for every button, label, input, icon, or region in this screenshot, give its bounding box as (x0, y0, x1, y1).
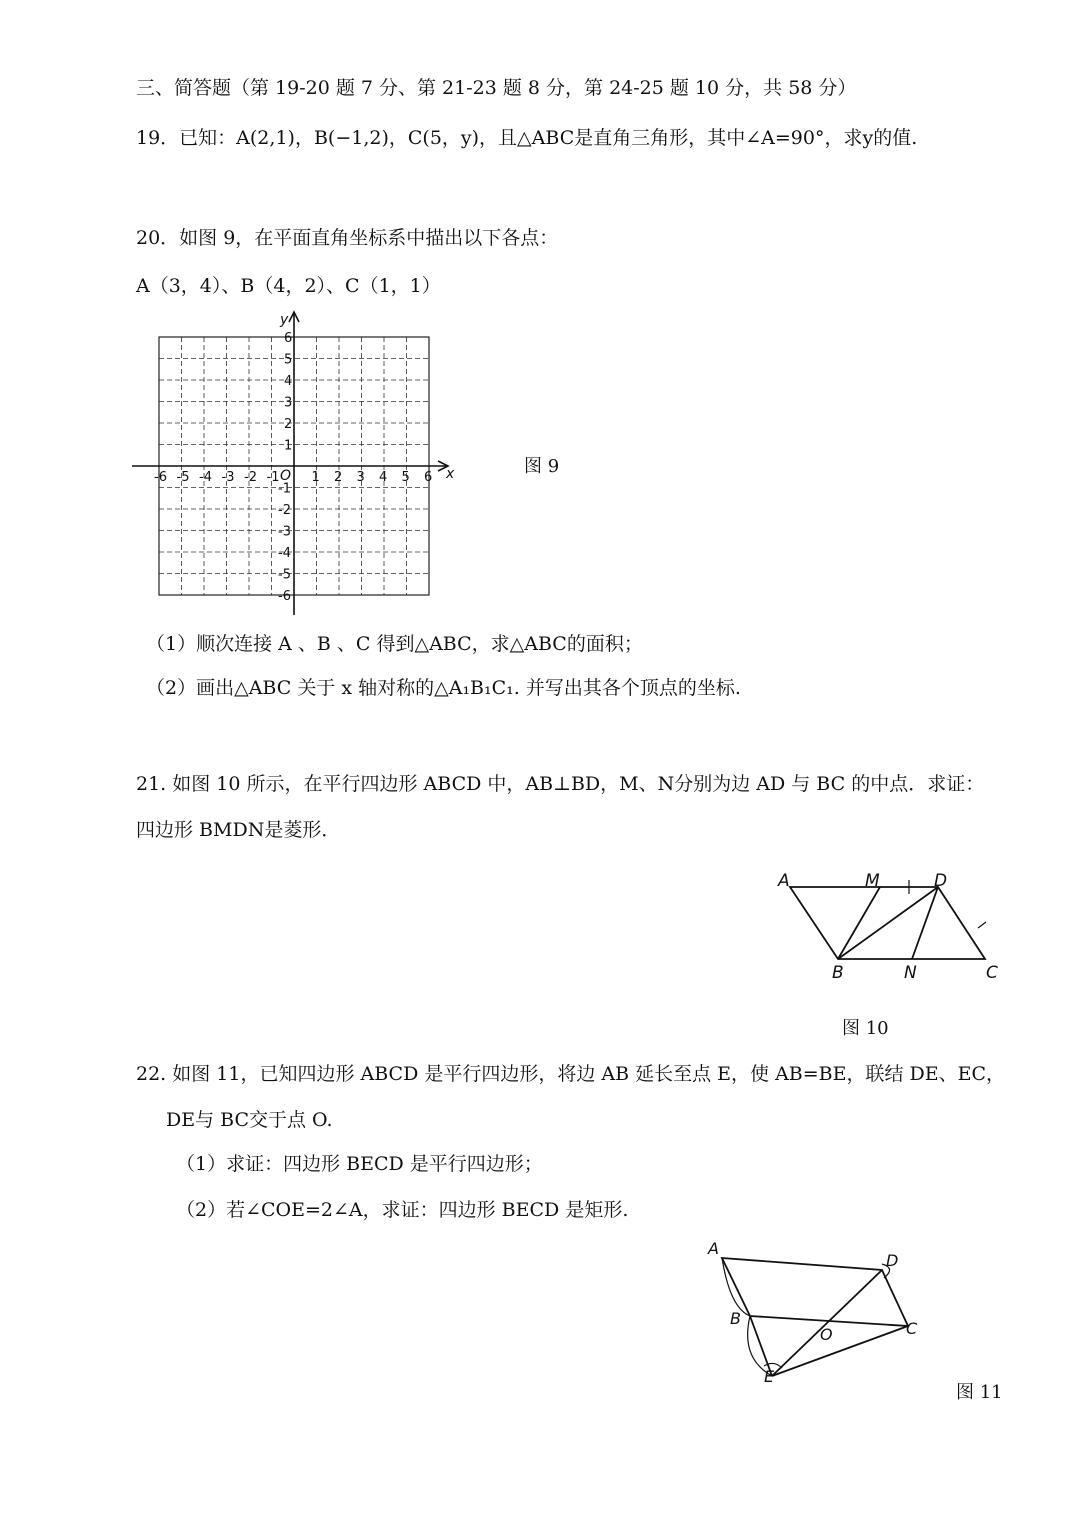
x-tick-label: -3 (221, 470, 235, 485)
x-tick-label: 4 (379, 470, 388, 485)
fig11-label-d: D (886, 1251, 899, 1270)
fig11-label-c: C (906, 1319, 918, 1338)
x-tick-label: -5 (176, 470, 190, 485)
y-tick-label: -2 (278, 503, 291, 518)
fig11-label-a: A (708, 1239, 719, 1258)
y-tick-label: -3 (278, 524, 291, 540)
fig11-label-b: B (730, 1309, 741, 1328)
fig10-label-d: D (934, 871, 948, 891)
segment-bd (838, 887, 938, 959)
segment-bm (838, 887, 880, 959)
fig11-label-e: E (764, 1367, 775, 1386)
question-22-line-2: DE与 BC交于点 O. (166, 1109, 333, 1131)
y-tick-label: -6 (278, 589, 291, 604)
fig10-label-c: C (986, 963, 998, 983)
y-tick-label: 6 (284, 331, 293, 346)
y-tick-label: 2 (284, 417, 293, 432)
x-tick-label: -6 (154, 470, 167, 485)
question-20-points: A（3，4）、B（4，2）、C（1，1） (136, 275, 441, 297)
figure-9-caption: 图 9 (524, 456, 560, 477)
fig10-label-b: B (832, 963, 844, 983)
segment-ec (772, 1326, 908, 1376)
question-22-part-1: （1）求证：四边形 BECD 是平行四边形； (176, 1153, 543, 1175)
y-axis-label: y (280, 312, 289, 328)
parallelogram-figure-11 (700, 1238, 940, 1388)
origin-label: O (280, 468, 292, 484)
fig10-label-a: A (778, 871, 790, 891)
question-22-part-2: （2）若∠COE=2∠A，求证：四边形 BECD 是矩形. (176, 1199, 629, 1221)
y-tick-label: 5 (284, 352, 293, 368)
y-tick-label: 3 (284, 395, 293, 411)
x-tick-labels (154, 470, 432, 485)
question-22-line-1: 22. 如图 11，已知四边形 ABCD 是平行四边形，将边 AB 延长至点 E，使 AB=BE，联结 DE、EC， (136, 1063, 1006, 1085)
x-tick-label: -4 (199, 470, 212, 485)
x-tick-label: 3 (356, 470, 365, 485)
y-tick-label: -5 (278, 567, 291, 583)
question-20-part-2: （2）画出△ABC 关于 x 轴对称的△A₁B₁C₁. 并写出其各个顶点的坐标. (146, 677, 741, 699)
figure-11-caption: 图 11 (956, 1382, 1003, 1403)
fig10-label-n: N (904, 963, 917, 983)
x-tick-label: 1 (311, 470, 320, 485)
question-19: 19．已知：A(2,1)，B(−1,2)，C(5，y)，且△ABC是直角三角形，其中∠A=90°，求y的值. (136, 127, 918, 149)
fig10-label-m: M (865, 871, 880, 891)
tick-mark-dc (978, 922, 986, 928)
x-axis-label: x (446, 466, 455, 482)
section-heading: 三、简答题（第 19-20 题 7 分、第 21-23 题 8 分，第 24-25 题 10 分，共 58 分） (136, 77, 857, 99)
coordinate-grid-figure-9 (128, 310, 468, 620)
y-tick-label: -4 (278, 546, 291, 561)
question-21-line-1: 21. 如图 10 所示，在平行四边形 ABCD 中，AB⊥BD，M、N分别为边 AD 与 BC 的中点．求证： (136, 773, 985, 795)
y-tick-label: 4 (284, 374, 293, 389)
question-20-intro: 20．如图 9，在平面直角坐标系中描出以下各点： (136, 227, 559, 249)
figure-10-caption: 图 10 (842, 1018, 889, 1039)
parallelogram-figure-10 (770, 866, 1030, 986)
fig11-label-o: O (820, 1325, 833, 1344)
x-tick-label: -2 (244, 470, 257, 485)
y-tick-label: -1 (278, 481, 291, 497)
x-tick-label: 5 (401, 470, 410, 485)
x-tick-label: 6 (424, 470, 433, 485)
question-21-line-2: 四边形 BMDN是菱形． (136, 819, 341, 841)
segment-dn (912, 887, 938, 959)
y-tick-label: 1 (284, 438, 293, 454)
x-tick-label: 2 (334, 470, 343, 485)
question-20-part-1: （1）顺次连接 A 、B 、C 得到△ABC，求△ABC的面积； (146, 633, 643, 655)
x-tick-label: -1 (266, 470, 280, 485)
